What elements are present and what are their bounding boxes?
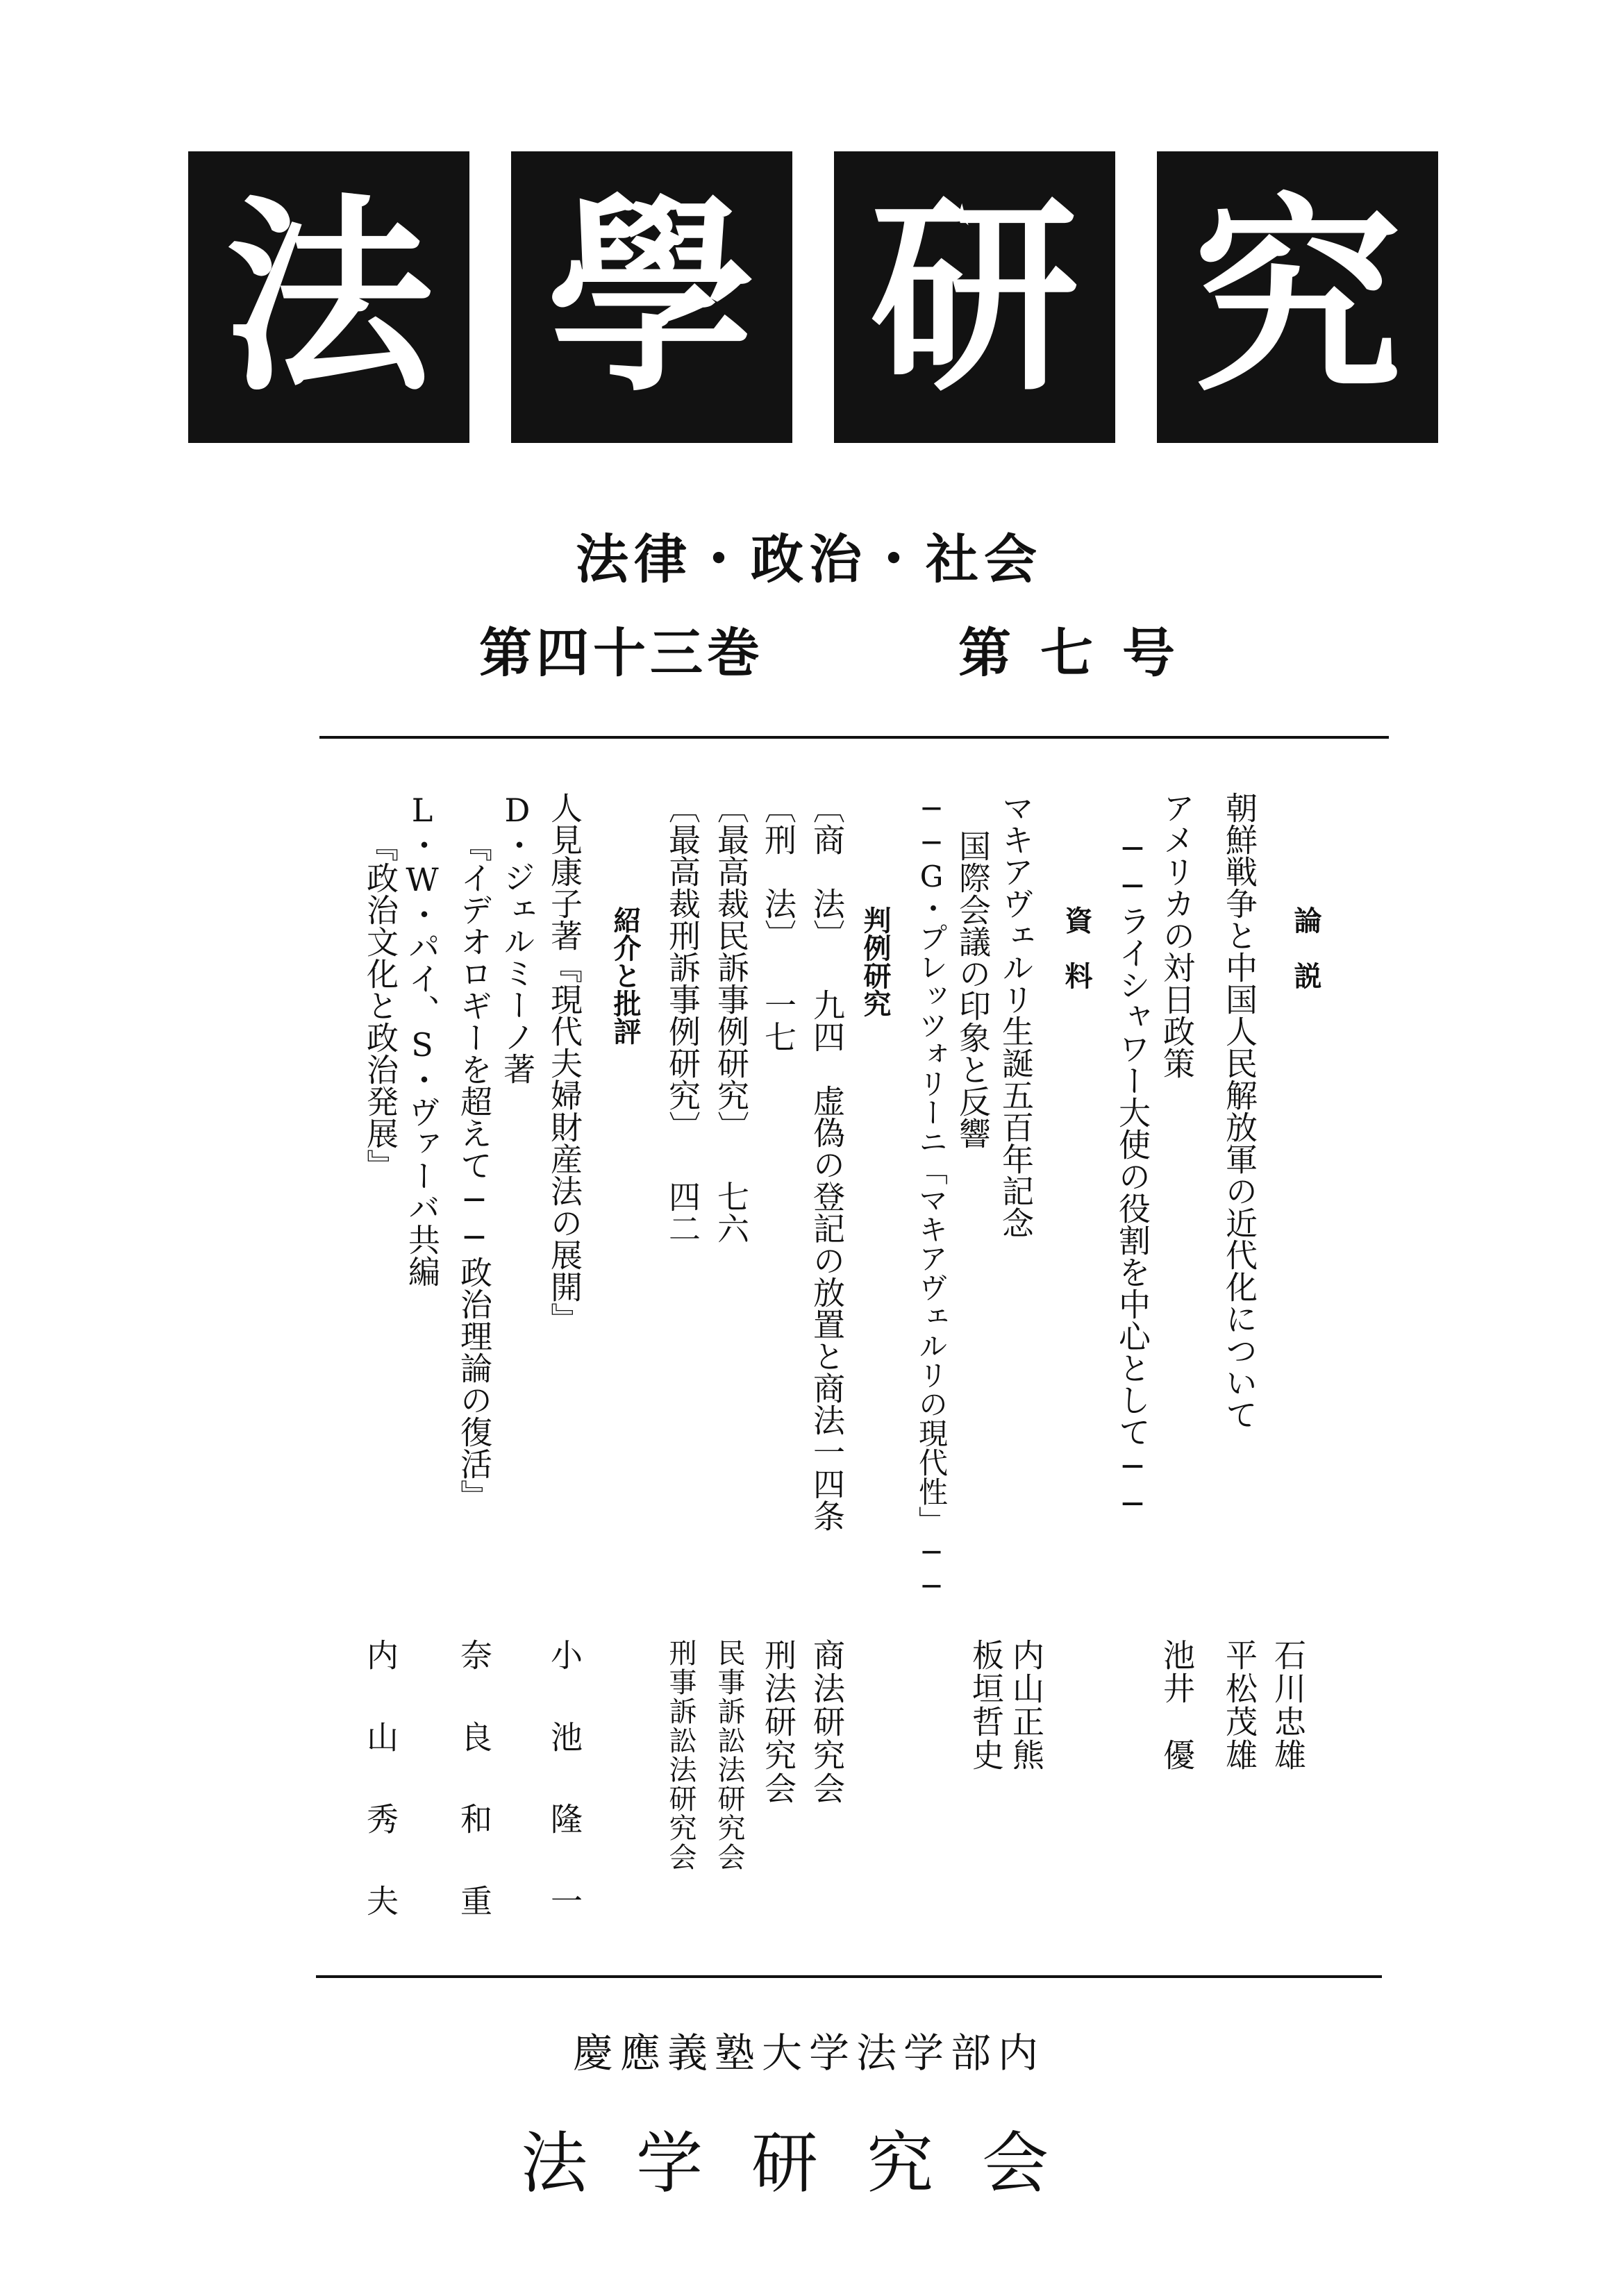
divider-bottom bbox=[316, 1975, 1382, 1978]
article-author: 板垣哲史 bbox=[967, 1639, 1005, 1772]
article-author: 石川忠雄 bbox=[1269, 1639, 1307, 1772]
case-entry: 〔商 法〕 九四 虚偽の登記の放置と商法一四条 bbox=[808, 791, 846, 1532]
case-entry: 〔刑 法〕 一七 bbox=[760, 791, 797, 1053]
section-heading: 判例研究 bbox=[859, 906, 891, 1017]
divider-top bbox=[319, 736, 1389, 739]
review-author: 内山秀夫 bbox=[362, 1639, 399, 1966]
article-title: 朝鮮戦争と中国人民解放軍の近代化について bbox=[1221, 791, 1258, 1430]
article-title: 国際会議の印象と反響 bbox=[954, 830, 992, 1149]
review-entry: L・W・パイ、S・ヴァーバ共編 bbox=[403, 791, 441, 1287]
article-author: 池井 優 bbox=[1158, 1639, 1196, 1772]
masthead-char: 學 bbox=[511, 151, 792, 443]
article-title: アメリカの対日政策 bbox=[1158, 791, 1196, 1079]
article-author: 内山正熊 bbox=[1008, 1639, 1045, 1772]
masthead-char: 法 bbox=[188, 151, 469, 443]
case-entry: 〔最高裁民訴事例研究〕 七六 bbox=[712, 791, 750, 1244]
publisher-affiliation: 慶應義塾大学法学部内 bbox=[572, 2029, 1045, 2077]
review-author: 小池隆一 bbox=[546, 1639, 583, 1966]
review-entry: D・ジェルミーノ著 bbox=[499, 791, 536, 1084]
masthead-char: 研 bbox=[834, 151, 1115, 443]
case-author: 刑法研究会 bbox=[760, 1639, 797, 1805]
section-heading: 論 説 bbox=[1290, 906, 1321, 989]
volume-number: 第四十三巻 bbox=[479, 622, 764, 684]
case-author: 商法研究会 bbox=[808, 1639, 846, 1805]
issue-number: 第七号 bbox=[958, 622, 1204, 684]
article-title: マキアヴェルリ生誕五百年記念 bbox=[997, 791, 1035, 1239]
publisher-name: 法学研究会 bbox=[521, 2125, 1097, 2202]
journal-subtitle: 法律・政治・社会 bbox=[576, 528, 1042, 590]
section-heading: 資 料 bbox=[1060, 906, 1092, 989]
article-author: 平松茂雄 bbox=[1221, 1639, 1258, 1772]
review-author: 奈良和重 bbox=[456, 1639, 493, 1966]
review-entry: 『イデオロギーを超えて──政治理論の復活』 bbox=[456, 830, 493, 1511]
case-author: 刑事訴訟法研究会 bbox=[665, 1639, 697, 1872]
article-subtitle: ──G・プレッツォリーニ「マキアヴェルリの現代性」── bbox=[915, 791, 949, 1603]
table-of-contents bbox=[0, 764, 1618, 1966]
case-entry: 〔最高裁刑訴事例研究〕 四二 bbox=[664, 791, 701, 1244]
review-entry: 『政治文化と政治発展』 bbox=[362, 830, 399, 1181]
article-subtitle: ──ライシャワー大使の役割を中心として── bbox=[1114, 830, 1151, 1523]
case-author: 民事訴訟法研究会 bbox=[713, 1639, 745, 1872]
masthead bbox=[188, 151, 1438, 443]
review-entry: 人見康子著『現代夫婦財産法の展開』 bbox=[546, 791, 583, 1334]
section-heading: 紹介と批評 bbox=[609, 906, 641, 1045]
masthead-char: 究 bbox=[1157, 151, 1438, 443]
